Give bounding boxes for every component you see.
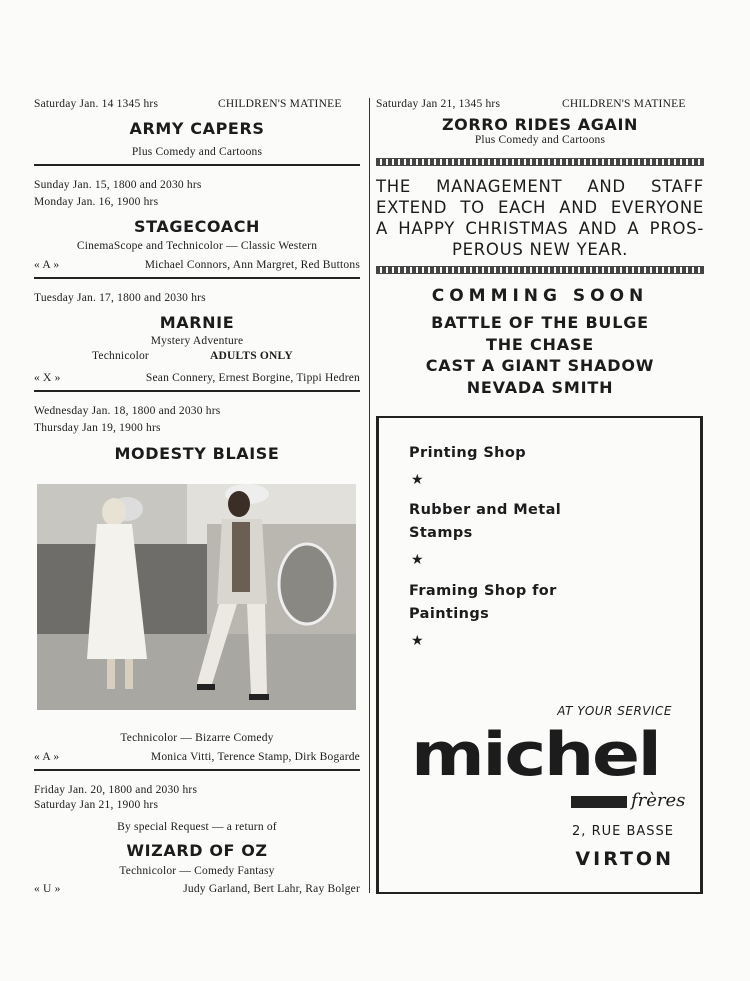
film-still-photo — [37, 484, 356, 710]
film-still-illustration — [37, 484, 356, 710]
greeting-line: A HAPPY CHRISTMAS AND A PROS- — [376, 219, 704, 238]
brand-logo: michel — [411, 720, 660, 790]
ornamental-rule — [376, 266, 704, 274]
film-title: ZORRO RIDES AGAIN — [441, 115, 639, 134]
film-title: ARMY CAPERS — [129, 119, 265, 138]
divider — [34, 769, 360, 771]
matinee-tag: CHILDREN'S MATINEE — [562, 98, 686, 110]
cast: Judy Garland, Bert Lahr, Ray Bolger — [183, 883, 360, 895]
color-format: Technicolor — [92, 350, 149, 362]
upcoming-film: BATTLE OF THE BULGE — [431, 313, 649, 332]
divider — [34, 390, 360, 392]
star-icon: ★ — [411, 634, 424, 649]
format-genre: CinemaScope and Technicolor — Classic Western — [76, 240, 318, 252]
service-item: Stamps — [409, 525, 473, 541]
format-genre: Technicolor — Comedy Fantasy — [119, 865, 275, 877]
matinee-tag: CHILDREN'S MATINEE — [218, 98, 342, 110]
cast: Monica Vitti, Terence Stamp, Dirk Bogarde — [150, 751, 360, 763]
film-title: STAGECOACH — [133, 217, 261, 236]
genre: Mystery Adventure — [150, 335, 244, 347]
subtitle: Plus Comedy and Cartoons — [131, 146, 263, 158]
showtime: Saturday Jan 21, 1900 hrs — [34, 799, 159, 811]
greeting-line: PEROUS NEW YEAR. — [451, 240, 629, 259]
divider — [34, 277, 360, 279]
special-request-note: By special Request — a return of — [117, 821, 277, 833]
showtime: Sunday Jan. 15, 1800 and 2030 hrs — [34, 179, 202, 191]
address: 2, RUE BASSE — [572, 824, 674, 839]
showtime: Monday Jan. 16, 1900 hrs — [34, 196, 159, 208]
showtime: Thursday Jan 19, 1900 hrs — [34, 422, 161, 434]
cast: Michael Connors, Ann Margret, Red Buttons — [144, 259, 360, 271]
showtime: Tuesday Jan. 17, 1800 and 2030 hrs — [34, 292, 206, 304]
rating: « U » — [34, 883, 61, 895]
brand-bar — [571, 796, 627, 808]
upcoming-film: NEVADA SMITH — [466, 378, 614, 397]
format-genre: Technicolor — Bizarre Comedy — [120, 732, 274, 744]
film-title: MARNIE — [159, 313, 235, 332]
rating: « A » — [34, 751, 60, 763]
star-icon: ★ — [411, 553, 424, 568]
rating: « A » — [34, 259, 60, 271]
service-item: Framing Shop for — [409, 583, 557, 599]
column-divider — [369, 98, 370, 893]
service-item: Paintings — [409, 606, 490, 622]
upcoming-film: THE CHASE — [486, 335, 594, 354]
cast: Sean Connery, Ernest Borgine, Tippi Hedren — [145, 372, 360, 384]
showtime: Wednesday Jan. 18, 1800 and 2030 hrs — [34, 405, 221, 417]
ornamental-rule — [376, 158, 704, 166]
freres-script: frères — [631, 790, 686, 811]
city: VIRTON — [575, 848, 674, 870]
adults-only-notice: ADULTS ONLY — [210, 350, 293, 362]
rating: « X » — [34, 372, 61, 384]
film-title: MODESTY BLAISE — [114, 444, 280, 463]
showtime: Saturday Jan. 14 1345 hrs — [34, 98, 159, 110]
showtime: Saturday Jan 21, 1345 hrs — [376, 98, 501, 110]
star-icon: ★ — [411, 473, 424, 488]
coming-soon-heading: COMMING SOON — [431, 286, 649, 306]
michel-advertisement — [376, 416, 703, 894]
service-item: Rubber and Metal — [409, 502, 562, 518]
greeting-line: EXTEND TO EACH AND EVERYONE — [376, 198, 704, 217]
upcoming-film: CAST A GIANT SHADOW — [425, 356, 655, 375]
service-item: Printing Shop — [409, 445, 527, 461]
at-your-service-tagline: AT YOUR SERVICE — [557, 704, 672, 718]
subtitle: Plus Comedy and Cartoons — [474, 134, 606, 146]
divider — [34, 164, 360, 166]
greeting-line: THE MANAGEMENT AND STAFF — [376, 177, 704, 196]
showtime: Friday Jan. 20, 1800 and 2030 hrs — [34, 784, 198, 796]
film-title: WIZARD OF OZ — [126, 841, 268, 860]
